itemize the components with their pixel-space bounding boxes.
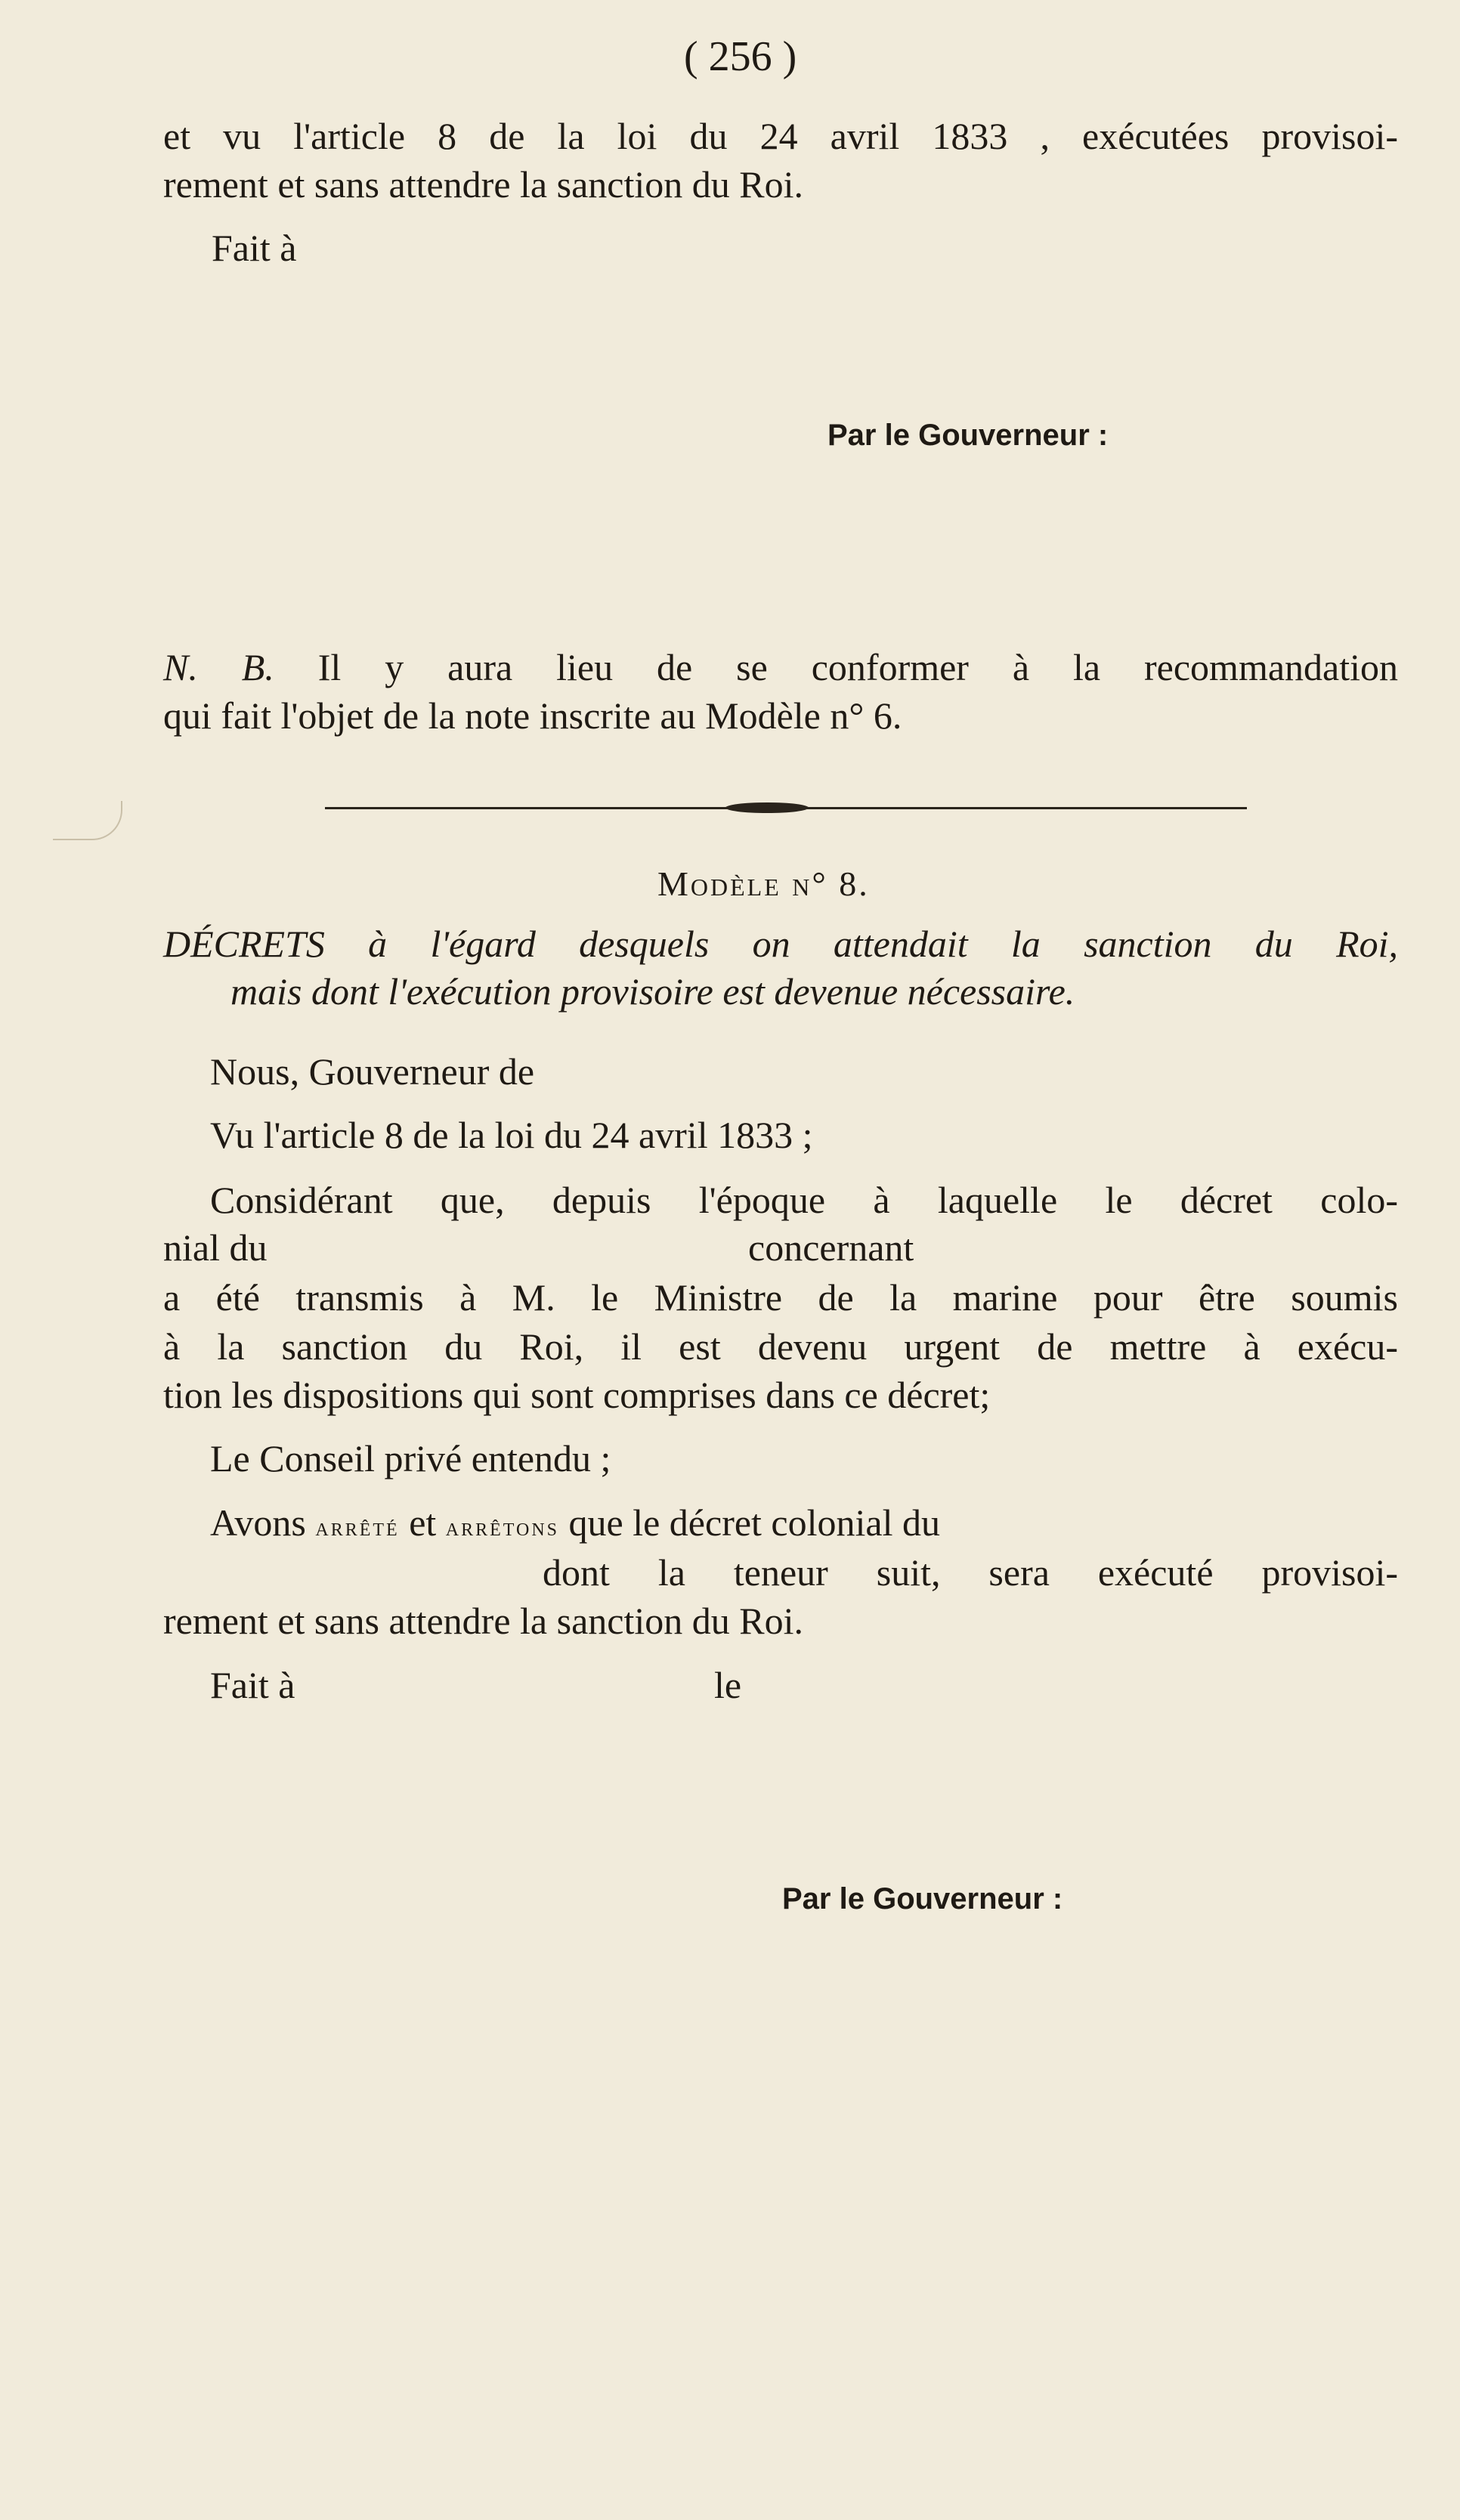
top-line-1: et vu l'article 8 de la loi du 24 avril 1833 , exécutées provisoi- [163, 115, 1398, 157]
para-considerant-1: Considérant que, depuis l'époque à laquelle le décret colo- [210, 1179, 1398, 1221]
note-label: N. B. [163, 646, 274, 688]
bottom-signature: Par le Gouverneur : [782, 1882, 1063, 1916]
para-considerant-5: tion les dispositions qui sont comprises dans ce décret; [163, 1374, 991, 1416]
page-number: ( 256 ) [684, 33, 797, 80]
para-avons-3: rement et sans attendre la sanction du Roi. [163, 1600, 803, 1642]
bottom-le: le [714, 1664, 742, 1706]
arrete-word: arrêté [315, 1514, 400, 1541]
note-text-1: Il y aura lieu de se conformer à la recommandation [317, 646, 1398, 688]
avons-word: Avons [210, 1501, 306, 1544]
note-line-2: qui fait l'objet de la note inscrite au Modèle n° 6. [163, 694, 902, 737]
arretons-word: arrêtons [445, 1514, 560, 1541]
para-conseil: Le Conseil privé entendu ; [210, 1437, 611, 1480]
para-nous: Nous, Gouverneur de [210, 1050, 535, 1093]
top-fait: Fait à [212, 227, 297, 269]
top-line-2: rement et sans attendre la sanction du Roi. [163, 163, 803, 206]
bottom-fait: Fait à [210, 1664, 295, 1706]
modele-title-1: DÉCRETS à l'égard desquels on attendait la sanction du Roi, [163, 923, 1398, 965]
modele-heading: Modèle n° 8. [657, 864, 870, 903]
para-considerant-2a: nial du [163, 1226, 268, 1269]
et-word: et [409, 1501, 437, 1544]
separator-ornament [725, 802, 809, 813]
para-avons-2: dont la teneur suit, sera exécuté provisoi- [543, 1551, 1398, 1594]
para-considerant-4: à la sanction du Roi, il est devenu urgent de mettre à exécu- [163, 1325, 1398, 1368]
para-avons-1 [210, 1500, 940, 1551]
para-considerant-3: a été transmis à M. le Ministre de la marine pour être soumis [163, 1276, 1398, 1319]
para-vu: Vu l'article 8 de la loi du 24 avril 1833 ; [210, 1114, 813, 1156]
para-considerant-2b: concernant [748, 1226, 914, 1269]
avons-rest: que le décret colonial du [568, 1501, 940, 1544]
margin-mark [53, 801, 122, 840]
note-line-1 [163, 645, 1398, 690]
top-signature: Par le Gouverneur : [827, 419, 1109, 452]
modele-title-2: mais dont l'exécution provisoire est devenue nécessaire. [230, 970, 1075, 1013]
